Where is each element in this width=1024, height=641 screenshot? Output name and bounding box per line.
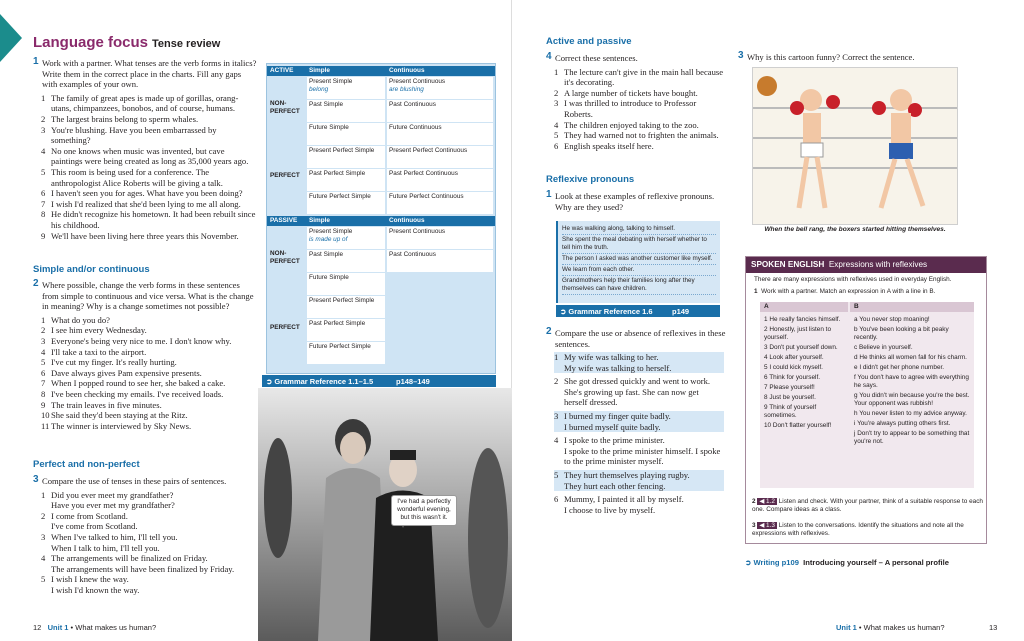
ex1-item: 7 I wish I'd realized that she'd been lying to me all along. <box>41 198 241 209</box>
ex2-item: 7 When I popped round to see her, she baked a cake. <box>41 378 226 389</box>
column-b <box>854 316 972 448</box>
match-b-item: j Don't try to appear to be something that you're not. <box>854 430 970 445</box>
ex2-item: 3 Everyone's being very nice to me. I don't know why. <box>41 335 232 346</box>
tense-cell[interactable]: Present Perfect Simple <box>307 296 385 318</box>
cartoon-caption: When the bell rang, the boxers started hitting themselves. <box>764 226 946 233</box>
left-footer-unit: Unit 1 <box>47 623 69 632</box>
ex1-list <box>33 93 258 241</box>
section-heading-perfect: Perfect and non-perfect <box>33 459 140 470</box>
writing-link[interactable]: ➲ Writing p109 Introducing yourself – A personal profile <box>745 558 950 567</box>
exercise-2: 2 Where possible, change the verb forms in these sentences from simple to continuous and vice versa. What is the change in meaning? Why is a change sometimes not possible? 1 What do you do? 2 I see him every Wednesday. 3 Everyone's being very nice to me. I don't know why. 4 I'll take a taxi to the airport. 5 I've cut my finger. It's really hurting. 6 Dave always gives Pam expensive presents. 7 When I popped round to see her, she baked a cake. 8 I've been checking my emails. I've received loads. 9 The train leaves in five minutes. 10 She said they'd been staying at the Ritz. 11 The winner is interviewed by Sky News. <box>33 280 258 431</box>
spoken-task-3: 3 ◀ 1.3 Listen to the conversations. Identify the situations and note all the expressions with reflexives. <box>752 522 964 537</box>
reflexive-ex2-item: 6 Mummy, I painted it all by myself. I choose to live by myself. <box>554 494 684 515</box>
tense-cell[interactable]: Future Simple <box>307 123 385 145</box>
exercise-1: 1 Work with a partner. What tenses are the verb forms in italics? Write them in the correct place in the charts. Fill any gaps with examples of your own. 1 The family of great apes is made up of gorillas, orang-utans, chimpanzees, bonobos, and of course, humans. 2 The largest brains belong to sperm whales. 3 You're blushing. Have you been embarrassed by something? 4 No one knows when music was invented, but cave paintings were being created as long as 35,000 years ago. 5 This room is being used for a conference. The anthropologist Alice Roberts will be giving a talk. 6 I haven't seen you for ages. What have you been doing? 7 I wish I'd realized that she'd been lying to me all along. 8 He didn't recognize his hometown. It had been rebuilt since his childhood. 9 We'll have been living here three years this November. <box>33 56 257 241</box>
left-footer-title: What makes us human? <box>75 623 157 632</box>
tense-cell[interactable]: Present Simple is made up of <box>307 227 385 249</box>
spoken-task-1: 1 Work with a partner. Match an expression in A with a line in B. <box>754 288 936 295</box>
tense-cell[interactable]: Present Perfect Continuous <box>387 146 493 168</box>
match-a-item: 3 Don't put yourself down. <box>764 344 838 351</box>
ex4-item: 1 The lecture can't give in the main hall because it's decorating. <box>554 66 724 88</box>
spoken-task-2: 2 ◀ 1.2 Listen and check. With your partner, think of a suitable response to each one. Compare ideas as a class. <box>752 498 983 513</box>
reflexive-example: He was walking along, talking to himself. <box>562 224 716 235</box>
tense-cell[interactable]: Present Continuous <box>387 227 493 249</box>
arrow-icon: ➲ <box>745 558 754 567</box>
ex3-item: 1 Did you ever meet my grandfather? Have you ever met my grandfather? <box>41 489 175 511</box>
matching-table <box>760 302 974 488</box>
reflexive-ex2-item: 2 She got dressed quickly and went to work. She's growing up fast. She can now get herself dressed. <box>554 376 711 408</box>
left-page-number: 12 <box>33 623 42 632</box>
reflexive-ex2-intro: Compare the use or absence of reflexives in these sentences. <box>555 328 726 349</box>
tense-cell[interactable]: Future Perfect Simple <box>307 192 385 214</box>
ex4-intro: Correct these sentences. <box>555 53 638 63</box>
grammar-reference-link-2[interactable]: ➲ Grammar Reference 1.6 p149 <box>556 305 720 317</box>
tense-cell[interactable]: Past Continuous <box>387 100 493 122</box>
column-b-header: B <box>850 302 974 312</box>
match-a-item: 8 Just be yourself. <box>764 394 816 401</box>
photo-figures <box>258 388 512 641</box>
tense-cell[interactable]: Future Continuous <box>387 123 493 145</box>
left-footer: 12 Unit 1 • What makes us human? <box>33 623 157 632</box>
match-a-item: 5 I could kick myself. <box>764 364 823 371</box>
match-b-item: b You've been looking a bit peaky recently. <box>854 326 949 341</box>
ex3-list <box>33 490 258 596</box>
film-photo <box>258 388 512 641</box>
audio-icon[interactable]: ◀ 1.3 <box>759 522 775 529</box>
cartoon-question-text: Why is this cartoon funny? Correct the sentence. <box>747 52 915 62</box>
match-b-item: h You never listen to my advice anyway. <box>854 410 967 417</box>
match-a-item: 9 Think of yourself sometimes. <box>764 404 817 419</box>
cartoon-question: 3 Why is this cartoon funny? Correct the sentence. <box>738 50 915 62</box>
match-a-item: 4 Look after yourself. <box>764 354 824 361</box>
boxing-illustration <box>753 68 957 224</box>
ex1-item: 1 The family of great apes is made up of gorillas, orang-utans, chimpanzees, bonobos, and of course, humans. <box>41 92 239 114</box>
ex2-item: 5 I've cut my finger. It's really hurting. <box>41 357 177 368</box>
ex1-item: 6 I haven't seen you for ages. What have you been doing? <box>41 188 243 199</box>
tense-cell[interactable]: Past Perfect Simple <box>307 169 385 191</box>
reflexive-example: We learn from each other. <box>562 265 716 276</box>
reflexive-ex2-list <box>554 352 724 518</box>
ex4-list <box>546 67 726 152</box>
tense-table: ACTIVE Simple Continuous Present Simple belong Present Continuous are blushing Past Simple Past Continuous Future Simple Future Continuous Present Perfect Simple Present Perfect Continuous Past Perfect Simple Past Perfect Continuous Future Perfect Simple Future Perfect Continuous NON-PERFECT PERFECT PASSIVE Simple Continuous Present Simple is made up of Present Continuous Past Simple Past Continuous Future Simple Present Perfect Simple Past Perfect Simple Future Perfect Simple NON-PERFECT PERFECT <box>266 63 496 374</box>
ex1-item: 5 This room is being used for a conference. The anthropologist Alice Roberts will be giving a talk. <box>41 166 223 188</box>
ex1-item: 8 He didn't recognize his hometown. It had been rebuilt since his childhood. <box>41 209 256 230</box>
arrow-icon: ➲ <box>266 377 275 386</box>
match-b-item: i You're always putting others first. <box>854 420 951 427</box>
ex2-list <box>33 315 258 432</box>
ex2-item: 4 I'll take a taxi to the airport. <box>41 346 147 357</box>
spoken-intro: There are many expressions with reflexives used in everyday English. <box>754 276 952 283</box>
ex2-item: 10 She said they'd been staying at the Ritz. <box>41 410 188 421</box>
column-a <box>764 316 848 432</box>
match-b-item: c Believe in yourself. <box>854 344 913 351</box>
reflexive-examples <box>556 221 720 303</box>
ex4-item: 2 A large number of tickets have bought. <box>554 87 698 98</box>
match-b-item: f You don't have to agree with everything he says. <box>854 374 969 389</box>
table-header-passive: PASSIVE Simple Continuous <box>267 216 495 226</box>
tense-cell[interactable]: Past Continuous <box>387 250 493 272</box>
bell-icon <box>757 76 777 96</box>
match-a-item: 7 Please yourself! <box>764 384 815 391</box>
ex1-item: 2 The largest brains belong to sperm whales. <box>41 113 199 124</box>
match-a-item: 2 Honestly, just listen to yourself. <box>764 326 832 341</box>
match-a-item: 6 Think for yourself. <box>764 374 821 381</box>
ex1-item: 3 You're blushing. Have you been embarrassed by something? <box>41 124 217 146</box>
match-a-item: 1 He really fancies himself. <box>764 316 841 323</box>
right-footer: Unit 1 • What makes us human? 13 <box>836 623 998 632</box>
ex2-intro: Where possible, change the verb forms in these sentences from simple to continuous and vice versa. What is the change in meaning? Why is a change sometimes not possible? <box>42 280 254 312</box>
reflexive-example: Grandmothers help their families long after they themselves can have children. <box>562 276 716 295</box>
reflexive-ex2-item: 1 My wife was talking to her. My wife was talking to herself. <box>554 352 724 373</box>
right-page-number: 13 <box>989 623 998 632</box>
tense-cell[interactable]: Present Simple belong <box>307 77 385 99</box>
reflexive-ex2: 2 Compare the use or absence of reflexives in these sentences. <box>546 326 726 349</box>
table-header-active: ACTIVE Simple Continuous <box>267 66 495 76</box>
section-heading-simple: Simple and/or continuous <box>33 264 150 275</box>
ex4-item: 6 English speaks itself here. <box>554 140 654 151</box>
section-heading-reflexive: Reflexive pronouns <box>546 174 635 185</box>
ex3-intro: Compare the use of tenses in these pairs of sentences. <box>42 476 227 486</box>
tense-cell[interactable]: Future Simple <box>307 273 385 295</box>
reflexive-example: The person I asked was another customer like myself. <box>562 254 716 265</box>
tense-cell[interactable]: Past Simple <box>307 100 385 122</box>
ex2-item: 1 What do you do? <box>41 314 110 325</box>
column-a-header: A <box>760 302 848 312</box>
tense-cell[interactable]: Past Perfect Simple <box>307 319 385 341</box>
spoken-english-header: SPOKEN ENGLISH Expressions with reflexives <box>746 257 986 273</box>
match-b-item: g You didn't win because you're the best. Your opponent was rubbish! <box>854 392 970 407</box>
tense-cell[interactable]: Future Perfect Simple <box>307 342 385 364</box>
exercise-4: 4 Correct these sentences. 1 The lecture can't give in the main hall because it's decorating. 2 A large number of tickets have bought. 3 I was thrilled to introduce to Professor Roberts. 4 The children enjoyed taking to the zoo. 5 They had warned not to frighten the animals. 6 English speaks itself here. <box>546 53 726 151</box>
reflexive-example: She spent the meal debating with herself whether to tell him the truth. <box>562 235 716 254</box>
tense-cell[interactable]: Future Perfect Continuous <box>387 192 493 214</box>
ex3-item: 4 The arrangements will be finalized on Friday. The arrangements will have been finalized by Friday. <box>41 553 235 574</box>
right-footer-unit: Unit 1 <box>836 623 857 632</box>
grammar-reference-link[interactable]: ➲ Grammar Reference 1.1–1.5 p148–149 <box>262 375 496 387</box>
right-footer-title: What makes us human? <box>863 623 945 632</box>
tense-cell[interactable]: Present Perfect Simple <box>307 146 385 168</box>
arrow-icon: ➲ <box>560 307 569 316</box>
reflexive-ex2-item: 4 I spoke to the prime minister. I spoke to the prime minister himself. I spoke to the prime minister myself. <box>554 435 721 467</box>
reflexive-ex1: 1 Look at these examples of reflexive pronouns. Why are they used? <box>546 189 715 212</box>
ex2-item: 8 I've been checking my emails. I've received loads. <box>41 388 224 399</box>
ex4-item: 4 The children enjoyed taking to the zoo. <box>554 119 699 130</box>
ex2-item: 6 Dave always gives Pam expensive presents. <box>41 367 202 378</box>
reflexive-ex2-item: 3 I burned my finger quite badly. I burned myself quite badly. <box>554 411 724 432</box>
reflexive-ex1-intro: Look at these examples of reflexive pronouns. Why are they used? <box>555 191 715 212</box>
tense-cell[interactable]: Past Perfect Continuous <box>387 169 493 191</box>
ex1-item: 9 We'll have been living here three years this November. <box>41 230 239 241</box>
section-heading-active-passive: Active and passive <box>546 36 632 47</box>
match-b-item: d He thinks all women fall for his charm. <box>854 354 967 361</box>
boxing-cartoon <box>752 67 958 225</box>
exercise-3: 3 Compare the use of tenses in these pairs of sentences. 1 Did you ever meet my grandfather? Have you ever met my grandfather? 2 I come from Scotland. I've come from Scotland. 3 When I've talked to him, I'll tell you. When I talk to him, I'll tell you. 4 The arrangements will be finalized on Friday. The arrangements will have been finalized by Friday. 5 I wish I knew the way. I wish I'd known the way. <box>33 476 258 596</box>
corner-tab <box>0 14 22 62</box>
tense-cell[interactable]: Present Continuous are blushing <box>387 77 493 99</box>
page-title: Language focus Tense review <box>33 34 221 51</box>
ex4-item: 5 They had warned not to frighten the animals. <box>554 130 719 141</box>
ex4-item: 3 I was thrilled to introduce to Professor Roberts. <box>554 98 697 119</box>
audio-icon[interactable]: ◀ 1.2 <box>759 498 775 505</box>
speech-bubble: I've had a perfectly wonderful evening, but this wasn't it. <box>391 495 457 526</box>
ex2-item: 11 The winner is interviewed by Sky News. <box>41 420 192 431</box>
ex3-item: 2 I come from Scotland. I've come from Scotland. <box>41 510 138 532</box>
ex2-item: 2 I see him every Wednesday. <box>41 325 147 336</box>
match-a-item: 10 Don't flatter yourself! <box>764 422 832 429</box>
match-b-item: e I didn't get her phone number. <box>854 364 945 371</box>
reflexive-ex2-item: 5 They hurt themselves playing rugby. They hurt each other fencing. <box>554 470 724 491</box>
match-b-item: a You never stop moaning! <box>854 316 930 323</box>
ex3-item: 3 When I've talked to him, I'll tell you. When I talk to him, I'll tell you. <box>41 531 178 553</box>
page-subtitle: Tense review <box>152 38 221 50</box>
tense-cell[interactable]: Past Simple <box>307 250 385 272</box>
ex2-item: 9 The train leaves in five minutes. <box>41 399 162 410</box>
ex1-intro: Work with a partner. What tenses are the verb forms in italics? Write them in the correct place in the charts. Fill any gaps with examples of your own. <box>42 58 257 90</box>
ex1-item: 4 No one knows when music was invented, but cave paintings were being created as long as 35,000 years ago. <box>41 145 249 167</box>
ex3-item: 5 I wish I knew the way. I wish I'd known the way. <box>41 574 140 595</box>
